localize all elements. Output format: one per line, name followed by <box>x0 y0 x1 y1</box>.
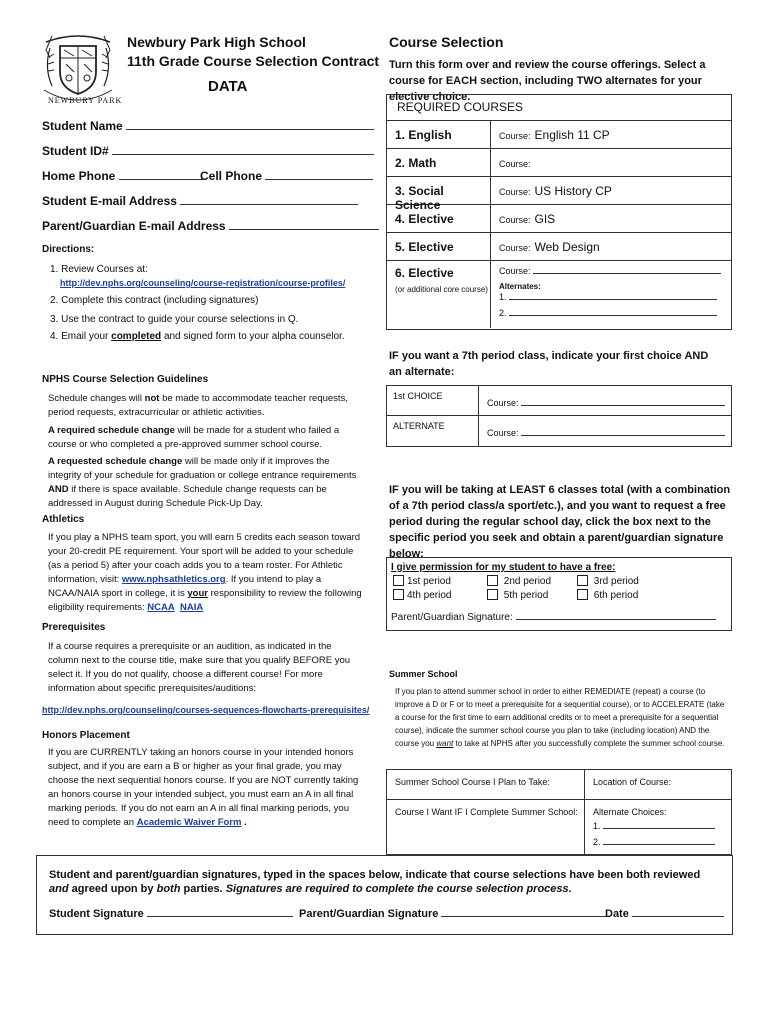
course-selection-instructions: Turn this form over and review the course offerings. Select a course for EACH section, including TWO alternates for your elective choice. <box>389 59 706 103</box>
home-phone-field[interactable]: Home Phone <box>42 169 203 183</box>
prerequisites-text: If a course requires a prerequisite or an audition, as indicated in the column next to the course title, make sure that you qualify BEFORE you select it. If you do not qualify, choose a different course! For more information about specific prerequisites/auditions: <box>48 641 351 694</box>
course-row-elective-4[interactable]: 4. Elective Course: GIS <box>387 205 731 233</box>
period-2-checkbox[interactable]: 2nd period <box>487 575 551 587</box>
period-1-checkbox[interactable]: 1st period <box>393 575 451 587</box>
athletics-link[interactable]: www.nphsathletics.org <box>121 574 226 585</box>
naia-link[interactable]: NAIA <box>180 602 204 613</box>
free-period-permission-box <box>386 557 732 631</box>
athletics-title: Athletics <box>42 514 85 525</box>
seventh-first-choice-row[interactable]: 1st CHOICE Course: <box>387 386 731 416</box>
summer-school-table <box>386 769 732 855</box>
athletics-text: If you play a NPHS team sport, you will earn 5 credits each season toward your 20-credit PE requirement. Your sport will be added to your schedule (as a period 5) after your coach adds you to a team roster. For Athletic information, visit: www.nphsathletics.org. If you intend to play a NCAA/NAIA sport in college, it is your responsibility to review the following eligibility requirements: NCAA NAIA <box>48 532 362 613</box>
contract-title: 11th Grade Course Selection Contract <box>127 53 380 69</box>
required-courses-table <box>386 94 732 330</box>
guidelines-p1: Schedule changes will not be made to accommodate teacher requests, period requests, extracurricular or athletic activities. <box>48 393 348 418</box>
student-signature-field[interactable]: Student Signature <box>49 906 293 920</box>
course-row-math[interactable]: 2. Math Course: <box>387 149 731 177</box>
data-label: DATA <box>208 78 248 95</box>
signature-box <box>36 855 733 935</box>
parent-email-field[interactable]: Parent/Guardian E-mail Address <box>42 219 379 233</box>
period-3-checkbox[interactable]: 3rd period <box>577 575 639 587</box>
seventh-period-table <box>386 385 732 447</box>
academic-waiver-link[interactable]: Academic Waiver Form <box>136 817 242 828</box>
course-selection-title: Course Selection <box>389 34 504 50</box>
course-row-elective-6[interactable]: 6. Elective (or additional core course) Course: Alternates: 1. 2. <box>387 261 731 328</box>
ncaa-link[interactable]: NCAA <box>147 602 175 613</box>
honors-text: If you are CURRENTLY taking an honors course in your intended honors subject, and if you are earn a B or higher as your final grade, you may choose the next sequential honors course. If you are NOT currently taking an honors course in your intended subject, you must earn an A in all final marking periods. If you do not earn an A in all final marking periods, you need to complete an Academic Waiver Form . <box>48 747 359 828</box>
summer-course-want-field[interactable]: Course I Want IF I Complete Summer School: <box>387 800 585 854</box>
permission-statement: I give permission for my student to have a free: <box>391 562 616 573</box>
guidelines-p2: A required schedule change will be made for a student who failed a course or who completed a pre-approved summer school course. <box>48 425 340 450</box>
logo-text: NEWBURY PARK <box>48 96 123 105</box>
period-4-checkbox[interactable]: 4th period <box>393 589 451 601</box>
signature-statement: Student and parent/guardian signatures, typed in the spaces below, indicate that course selections have been both reviewed and agreed upon by both parties. Signatures are required to complete the course selection process. <box>49 869 701 895</box>
course-row-elective-5[interactable]: 5. Elective Course: Web Design <box>387 233 731 261</box>
student-id-field[interactable]: Student ID# <box>42 144 374 158</box>
direction-step-4: 4. Email your completed and signed form to your alpha counselor. <box>50 331 345 342</box>
student-email-field[interactable]: Student E-mail Address <box>42 194 358 208</box>
student-name-field[interactable]: Student Name <box>42 119 374 133</box>
free-period-parent-signature[interactable]: Parent/Guardian Signature: <box>391 611 716 623</box>
direction-step-3: 3. Use the contract to guide your course selections in Q. <box>50 314 299 325</box>
summer-school-title: Summer School <box>389 669 458 679</box>
date-field[interactable]: Date <box>605 906 724 920</box>
summer-location-field[interactable]: Location of Course: <box>593 777 672 787</box>
direction-step-1: 1. Review Courses at: <box>50 264 148 275</box>
summer-course-plan-field[interactable]: Summer School Course I Plan to Take: <box>387 770 585 799</box>
prerequisites-title: Prerequisites <box>42 622 106 633</box>
parent-signature-field[interactable]: Parent/Guardian Signature <box>299 906 607 920</box>
period-5-checkbox[interactable]: 5th period <box>487 589 548 601</box>
seventh-period-prompt: IF you want a 7th period class, indicate your first choice AND an alternate: <box>389 350 709 378</box>
seventh-alternate-row[interactable]: ALTERNATE Course: <box>387 416 731 446</box>
free-period-prompt: IF you will be taking at LEAST 6 classes total (with a combination of a 7th period class/a sport/etc.), and you want to request a free period during the regular school day, click the box next to the specific period you seek and obtain a parent/guardian signature below: <box>389 484 731 560</box>
required-courses-header: REQUIRED COURSES <box>387 95 731 121</box>
school-name: Newbury Park High School <box>127 34 306 50</box>
direction-step-2: 2. Complete this contract (including signatures) <box>50 295 259 306</box>
period-6-checkbox[interactable]: 6th period <box>577 589 638 601</box>
guidelines-title: NPHS Course Selection Guidelines <box>42 374 209 385</box>
summer-alternates-field[interactable]: Alternate Choices: 1. 2. <box>585 800 731 854</box>
directions-title: Directions: <box>42 244 95 255</box>
prerequisites-link[interactable]: http://dev.nphs.org/counseling/courses-sequences-flowcharts-prerequisites/ <box>42 705 370 715</box>
course-profiles-link[interactable]: http://dev.nphs.org/counseling/course-registration/course-profiles/ <box>60 278 346 288</box>
course-row-social-science[interactable]: 3. Social Science Course: US History CP <box>387 177 731 205</box>
guidelines-p3: A requested schedule change will be made only if it improves the integrity of your schedule for graduation or college entrance requirements AND if there is space available. Schedule change requests can be addressed in August during Schedule Pick-Up Day. <box>48 456 357 509</box>
course-row-english[interactable]: 1. English Course: English 11 CP <box>387 121 731 149</box>
summer-school-text: If you plan to attend summer school in order to either REMEDIATE (repeat) a course (to improve a D or F or to meet a prerequisite for a sequential course), or to ACCELERATE (take a course for the first time to earn additional credits or to meet a prerequisite for a sequential course), indicate the summer school course you plan to take (including location) AND the course you want to take at NPHS after you successfully complete the summer school course. <box>395 687 725 748</box>
honors-title: Honors Placement <box>42 730 130 741</box>
cell-phone-field[interactable]: Cell Phone <box>200 169 373 183</box>
